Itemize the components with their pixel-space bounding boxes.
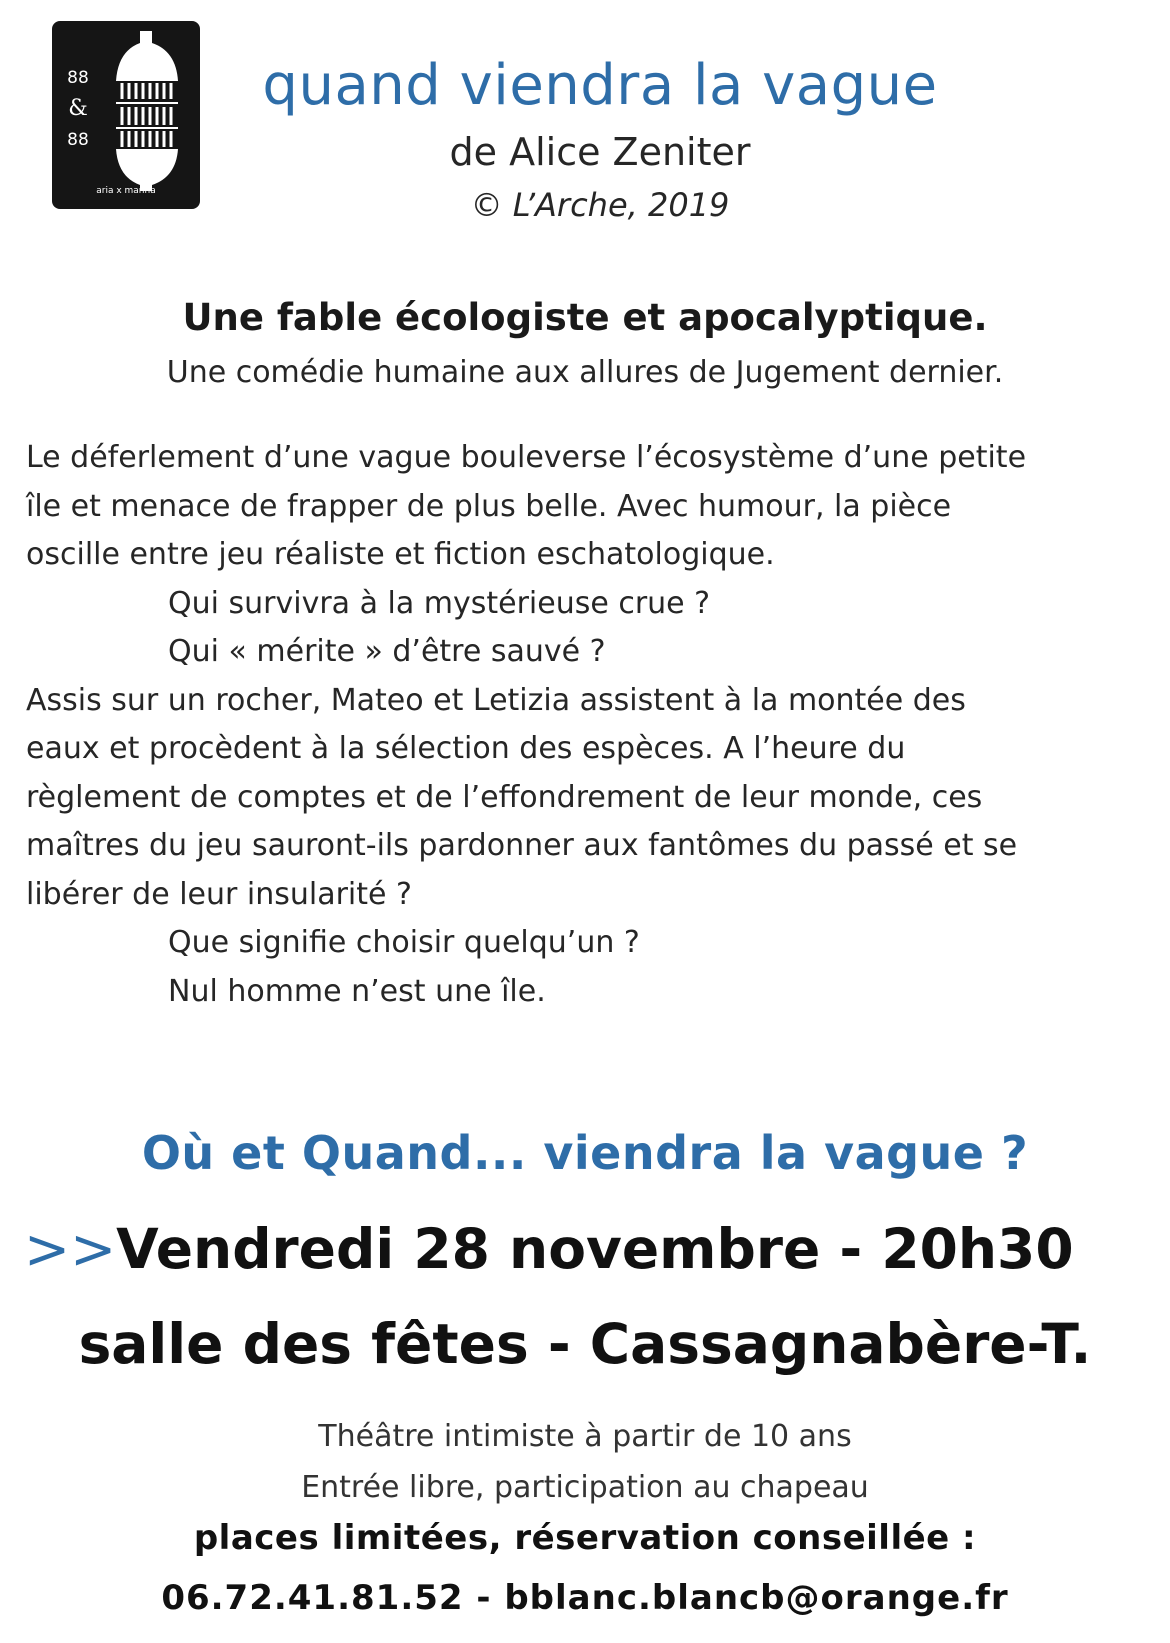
logo-text-bottom: 88 — [67, 130, 89, 150]
author-line: de Alice Zeniter — [449, 130, 751, 174]
logo-text-mid: & — [68, 96, 88, 121]
company-logo — [52, 21, 200, 209]
logo-text-top: 88 — [67, 68, 89, 88]
synopsis-line: île et menace de frapper de plus belle. Avec humour, la pièce — [26, 488, 952, 524]
synopsis-line: maîtres du jeu sauront-ils pardonner aux fantômes du passé et se — [26, 828, 1018, 863]
reservation-info: places limitées, réservation conseillée : — [193, 1518, 977, 1558]
play-title: quand viendra la vague — [262, 53, 938, 118]
barrel-logo-icon — [52, 21, 200, 209]
synopsis-question: Nul homme n’est une île. — [168, 973, 546, 1009]
tagline: Une fable écologiste et apocalyptique. — [182, 296, 988, 339]
arrows-icon: >> — [24, 1217, 117, 1281]
event-date-text: Vendredi 28 novembre - 20h30 — [116, 1217, 1074, 1281]
audience-info: Théâtre intimiste à partir de 10 ans — [318, 1419, 852, 1454]
synopsis-line: règlement de comptes et de l’effondrement de leur monde, ces — [26, 779, 983, 815]
synopsis — [26, 434, 1156, 1016]
synopsis-line: oscille entre jeu réaliste et fiction eschatologique. — [26, 537, 775, 572]
event-heading: Où et Quand... viendra la vague ? — [141, 1126, 1029, 1180]
synopsis-line: Le déferlement d’une vague bouleverse l’écosystème d’une petite — [26, 440, 1027, 475]
event-venue: salle des fêtes - Cassagnabère-T. — [78, 1312, 1092, 1376]
synopsis-question: Qui survivra à la mystérieuse crue ? — [168, 585, 711, 621]
logo-footer-text: aria x manna — [96, 186, 156, 196]
subtagline: Une comédie humaine aux allures de Jugement dernier. — [166, 355, 1004, 390]
synopsis-question: Qui « mérite » d’être sauvé ? — [168, 634, 606, 669]
synopsis-line: eaux et procèdent à la sélection des espèces. A l’heure du — [26, 731, 906, 766]
copyright-line: © L’Arche, 2019 — [470, 186, 730, 224]
synopsis-line: libérer de leur insularité ? — [26, 876, 412, 912]
entry-info: Entrée libre, participation au chapeau — [301, 1470, 869, 1505]
synopsis-line: Assis sur un rocher, Mateo et Letizia assistent à la montée des — [26, 682, 966, 718]
synopsis-question: Que signifie choisir quelqu’un ? — [168, 925, 640, 960]
event-date — [24, 1217, 1074, 1281]
contact-info: 06.72.41.81.52 - bblanc.blancb@orange.fr — [161, 1578, 1009, 1618]
